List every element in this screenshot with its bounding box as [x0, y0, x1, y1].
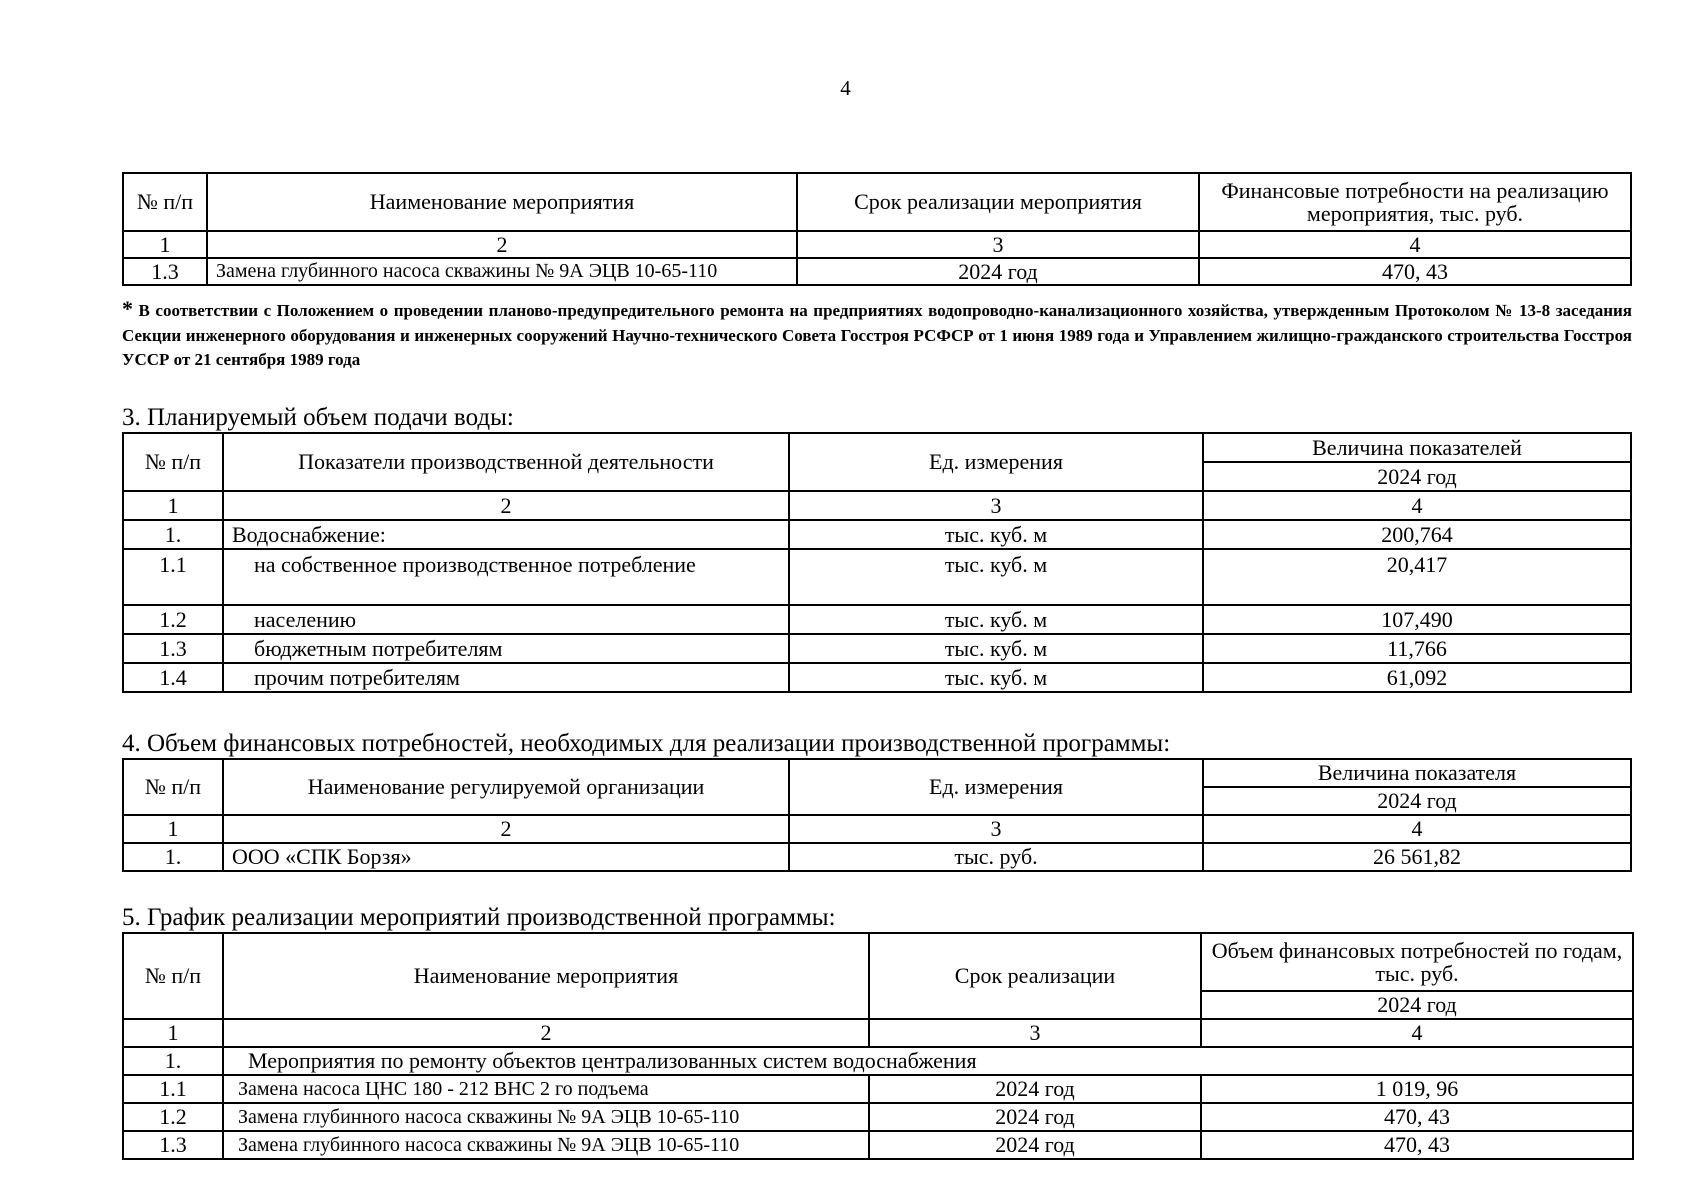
- col-number: 4: [1199, 231, 1631, 258]
- table-row: [123, 1075, 1633, 1103]
- row-num: 1.: [123, 520, 223, 549]
- row-num: 1.4: [123, 663, 223, 692]
- header-num: № п/п: [123, 933, 223, 1019]
- col-number: 2: [223, 1019, 869, 1047]
- row-unit: тыс. куб. м: [789, 520, 1203, 549]
- table-row: [123, 520, 1631, 549]
- row-num: 1.: [123, 843, 223, 871]
- row-num: 1.2: [123, 1103, 223, 1131]
- table-group-row: [123, 1047, 1633, 1075]
- row-num: 1.1: [123, 549, 223, 605]
- header-measure: Наименование мероприятия: [223, 933, 869, 1019]
- row-indicator: бюджетным потребителям: [223, 634, 789, 663]
- header-year: 2024 год: [1203, 787, 1631, 815]
- row-num: 1.1: [123, 1075, 223, 1103]
- col-number: 3: [797, 231, 1199, 258]
- row-num: 1.3: [123, 258, 207, 285]
- table-row: [123, 634, 1631, 663]
- header-indicators: Показатели производственной деятельности: [223, 433, 789, 491]
- header-num: № п/п: [123, 759, 223, 815]
- row-num: 1.: [123, 1047, 223, 1075]
- table-row: [123, 1103, 1633, 1131]
- row-num: 1.2: [123, 605, 223, 634]
- row-value: 61,092: [1203, 663, 1631, 692]
- row-unit: тыс. куб. м: [789, 549, 1203, 605]
- table-row: [123, 1131, 1633, 1159]
- footnote-text: В соответствии с Положением о проведении планово-предупредительного ремонта на предприятиях водопроводно-канализационного хозяйства, утвержденным Протоколом № 13-8 заседания Секции инженерного оборудования и инженерных сооружений Научно-технического Совета Госстроя РСФСР от 1 июня 1989 года и Управлением жилищно-гражданского строительства Госстроя УССР от 21 сентября 1989 года: [122, 301, 1633, 369]
- row-measure: Замена насоса ЦНС 180 - 212 ВНС 2 го подъема: [223, 1075, 869, 1103]
- row-value: 107,490: [1203, 605, 1631, 634]
- row-value: 470, 43: [1199, 258, 1631, 285]
- row-unit: тыс. куб. м: [789, 634, 1203, 663]
- header-finance: Финансовые потребности на реализацию мероприятия, тыс. руб.: [1199, 173, 1631, 231]
- section-4-title: 4. Объем финансовых потребностей, необходимых для реализации производственной программы:: [122, 730, 1171, 757]
- row-value: 470, 43: [1201, 1131, 1633, 1159]
- header-num: № п/п: [123, 173, 207, 231]
- header-organization: Наименование регулируемой организации: [223, 759, 789, 815]
- row-value: 1 019, 96: [1201, 1075, 1633, 1103]
- table-row: [123, 663, 1631, 692]
- col-number: 2: [223, 491, 789, 520]
- table-row: [123, 605, 1631, 634]
- header-year: 2024 год: [1201, 991, 1633, 1019]
- col-number: 2: [207, 231, 797, 258]
- header-unit: Ед. измерения: [789, 433, 1203, 491]
- row-value: 26 561,82: [1203, 843, 1631, 871]
- row-measure: Замена глубинного насоса скважины № 9А ЭЦВ 10-65-110: [223, 1131, 869, 1159]
- table-row: [123, 843, 1631, 871]
- row-unit: тыс. руб.: [789, 843, 1203, 871]
- header-name: Наименование мероприятия: [207, 173, 797, 231]
- section-3-title: 3. Планируемый объем подачи воды:: [122, 404, 514, 431]
- row-num: 1.3: [123, 1131, 223, 1159]
- row-value: 11,766: [1203, 634, 1631, 663]
- row-value: 470, 43: [1201, 1103, 1633, 1131]
- col-number: 1: [123, 491, 223, 520]
- water-supply-table: [122, 432, 1632, 693]
- row-indicator: Водоснабжение:: [223, 520, 789, 549]
- row-term: 2024 год: [869, 1131, 1201, 1159]
- measures-table: [122, 172, 1632, 286]
- row-measure: Замена глубинного насоса скважины № 9А ЭЦВ 10-65-110: [223, 1103, 869, 1131]
- col-number: 3: [869, 1019, 1201, 1047]
- financial-needs-table: [122, 758, 1632, 872]
- row-num: 1.3: [123, 634, 223, 663]
- header-year: 2024 год: [1203, 462, 1631, 491]
- row-unit: тыс. куб. м: [789, 605, 1203, 634]
- table-row: [123, 549, 1631, 605]
- header-value: Величина показателя: [1203, 759, 1631, 787]
- col-number: 4: [1203, 491, 1631, 520]
- row-term: 2024 год: [869, 1103, 1201, 1131]
- group-title: Мероприятия по ремонту объектов централизованных систем водоснабжения: [223, 1047, 1633, 1075]
- col-number: 4: [1201, 1019, 1633, 1047]
- row-indicator: на собственное производственное потребление: [223, 549, 789, 605]
- row-value: 20,417: [1203, 549, 1631, 605]
- header-num: № п/п: [123, 433, 223, 491]
- footnote-star: *: [122, 296, 133, 321]
- col-number: 2: [223, 815, 789, 843]
- header-values: Величина показателей: [1203, 433, 1631, 462]
- row-unit: тыс. куб. м: [789, 663, 1203, 692]
- row-organization: ООО «СПК Борзя»: [223, 843, 789, 871]
- section-5-title: 5. График реализации мероприятий производственной программы:: [122, 904, 836, 931]
- row-indicator: прочим потребителям: [223, 663, 789, 692]
- header-unit: Ед. измерения: [789, 759, 1203, 815]
- page-number: 4: [840, 76, 851, 100]
- col-number: 3: [789, 491, 1203, 520]
- footnote: [122, 294, 1632, 371]
- col-number: 3: [789, 815, 1203, 843]
- col-number: 4: [1203, 815, 1631, 843]
- col-number: 1: [123, 1019, 223, 1047]
- col-number: 1: [123, 231, 207, 258]
- table-row: [123, 258, 1631, 285]
- row-value: 200,764: [1203, 520, 1631, 549]
- col-number: 1: [123, 815, 223, 843]
- row-name: Замена глубинного насоса скважины № 9А ЭЦВ 10-65-110: [207, 258, 797, 285]
- row-term: 2024 год: [797, 258, 1199, 285]
- row-term: 2024 год: [869, 1075, 1201, 1103]
- header-term: Срок реализации мероприятия: [797, 173, 1199, 231]
- header-term: Срок реализации: [869, 933, 1201, 1019]
- header-finance: Объем финансовых потребностей по годам, тыс. руб.: [1201, 933, 1633, 991]
- row-indicator: населению: [223, 605, 789, 634]
- schedule-table: [122, 932, 1634, 1160]
